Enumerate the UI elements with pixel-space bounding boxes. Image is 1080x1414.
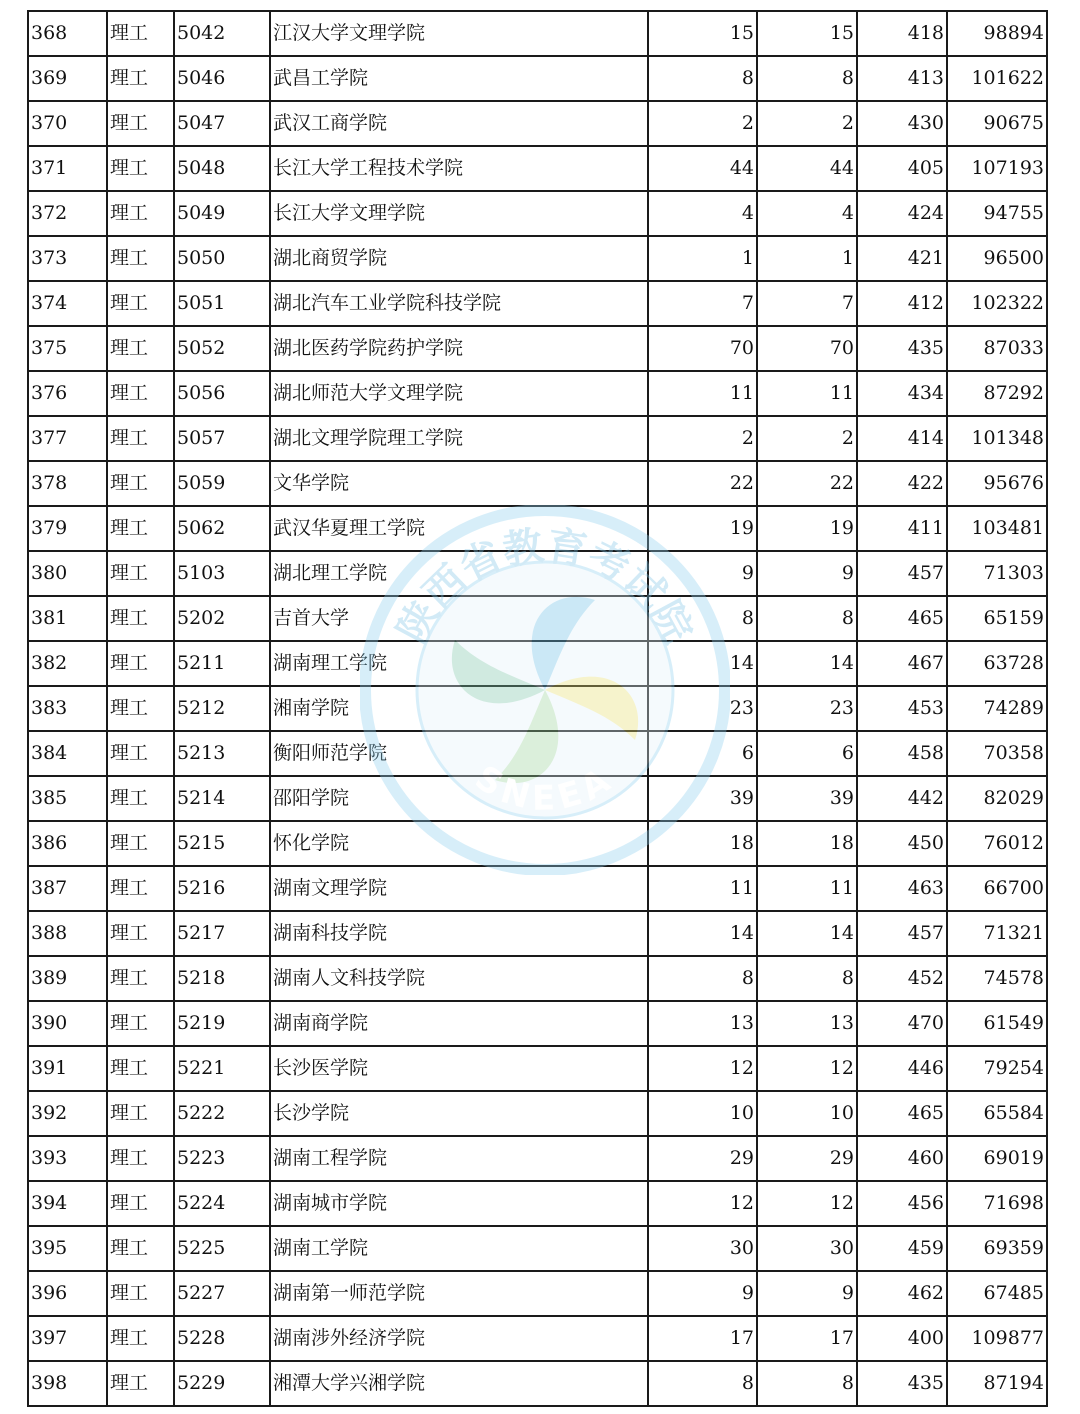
min-score-cell: 435 bbox=[857, 1361, 947, 1406]
code-cell: 5042 bbox=[174, 11, 270, 56]
school-name-cell: 湖南人文科技学院 bbox=[270, 956, 648, 1001]
min-score-cell: 446 bbox=[857, 1046, 947, 1091]
table-row bbox=[28, 191, 1047, 236]
min-rank-cell: 76012 bbox=[947, 821, 1047, 866]
min-score-cell: 462 bbox=[857, 1271, 947, 1316]
min-score-cell: 458 bbox=[857, 731, 947, 776]
table-row bbox=[28, 1361, 1047, 1406]
category-cell: 理工 bbox=[107, 1136, 174, 1181]
seq-cell: 380 bbox=[28, 551, 107, 596]
table-row bbox=[28, 776, 1047, 821]
table-row bbox=[28, 731, 1047, 776]
min-score-cell: 453 bbox=[857, 686, 947, 731]
code-cell: 5062 bbox=[174, 506, 270, 551]
code-cell: 5052 bbox=[174, 326, 270, 371]
category-cell: 理工 bbox=[107, 101, 174, 146]
watermark-title-text: 陕西省教育考试院 bbox=[389, 522, 701, 651]
table-row bbox=[28, 1046, 1047, 1091]
admitted-count-cell: 11 bbox=[757, 371, 857, 416]
table-row bbox=[28, 911, 1047, 956]
school-name-cell: 湘南学院 bbox=[270, 686, 648, 731]
min-score-cell: 450 bbox=[857, 821, 947, 866]
school-name-cell: 长江大学工程技术学院 bbox=[270, 146, 648, 191]
admitted-count-cell: 15 bbox=[757, 11, 857, 56]
category-cell: 理工 bbox=[107, 686, 174, 731]
min-score-cell: 413 bbox=[857, 56, 947, 101]
school-name-cell: 湖北医药学院药护学院 bbox=[270, 326, 648, 371]
school-name-cell: 湖北文理学院理工学院 bbox=[270, 416, 648, 461]
min-score-cell: 418 bbox=[857, 11, 947, 56]
plan-count-cell: 2 bbox=[648, 101, 757, 146]
min-rank-cell: 70358 bbox=[947, 731, 1047, 776]
code-cell: 5048 bbox=[174, 146, 270, 191]
seq-cell: 383 bbox=[28, 686, 107, 731]
category-cell: 理工 bbox=[107, 146, 174, 191]
school-name-cell: 湖南第一师范学院 bbox=[270, 1271, 648, 1316]
category-cell: 理工 bbox=[107, 551, 174, 596]
min-rank-cell: 103481 bbox=[947, 506, 1047, 551]
code-cell: 5202 bbox=[174, 596, 270, 641]
min-score-cell: 414 bbox=[857, 416, 947, 461]
min-score-cell: 434 bbox=[857, 371, 947, 416]
min-score-cell: 467 bbox=[857, 641, 947, 686]
category-cell: 理工 bbox=[107, 56, 174, 101]
seq-cell: 373 bbox=[28, 236, 107, 281]
code-cell: 5212 bbox=[174, 686, 270, 731]
admitted-count-cell: 9 bbox=[757, 1271, 857, 1316]
min-rank-cell: 95676 bbox=[947, 461, 1047, 506]
admitted-count-cell: 19 bbox=[757, 506, 857, 551]
category-cell: 理工 bbox=[107, 236, 174, 281]
table-row bbox=[28, 506, 1047, 551]
min-rank-cell: 82029 bbox=[947, 776, 1047, 821]
seq-cell: 372 bbox=[28, 191, 107, 236]
admitted-count-cell: 11 bbox=[757, 866, 857, 911]
category-cell: 理工 bbox=[107, 506, 174, 551]
table-row bbox=[28, 461, 1047, 506]
school-name-cell: 邵阳学院 bbox=[270, 776, 648, 821]
plan-count-cell: 11 bbox=[648, 866, 757, 911]
seq-cell: 391 bbox=[28, 1046, 107, 1091]
table-row bbox=[28, 11, 1047, 56]
plan-count-cell: 19 bbox=[648, 506, 757, 551]
seq-cell: 375 bbox=[28, 326, 107, 371]
plan-count-cell: 23 bbox=[648, 686, 757, 731]
seq-cell: 398 bbox=[28, 1361, 107, 1406]
code-cell: 5211 bbox=[174, 641, 270, 686]
category-cell: 理工 bbox=[107, 1046, 174, 1091]
code-cell: 5051 bbox=[174, 281, 270, 326]
table-row bbox=[28, 596, 1047, 641]
seq-cell: 389 bbox=[28, 956, 107, 1001]
code-cell: 5222 bbox=[174, 1091, 270, 1136]
seq-cell: 387 bbox=[28, 866, 107, 911]
min-score-cell: 463 bbox=[857, 866, 947, 911]
admitted-count-cell: 9 bbox=[757, 551, 857, 596]
school-name-cell: 湖南科技学院 bbox=[270, 911, 648, 956]
min-rank-cell: 94755 bbox=[947, 191, 1047, 236]
seq-cell: 377 bbox=[28, 416, 107, 461]
plan-count-cell: 44 bbox=[648, 146, 757, 191]
admitted-count-cell: 7 bbox=[757, 281, 857, 326]
code-cell: 5217 bbox=[174, 911, 270, 956]
min-score-cell: 412 bbox=[857, 281, 947, 326]
code-cell: 5228 bbox=[174, 1316, 270, 1361]
min-score-cell: 456 bbox=[857, 1181, 947, 1226]
admitted-count-cell: 22 bbox=[757, 461, 857, 506]
plan-count-cell: 22 bbox=[648, 461, 757, 506]
code-cell: 5218 bbox=[174, 956, 270, 1001]
plan-count-cell: 15 bbox=[648, 11, 757, 56]
seq-cell: 378 bbox=[28, 461, 107, 506]
min-rank-cell: 87194 bbox=[947, 1361, 1047, 1406]
table-row bbox=[28, 371, 1047, 416]
plan-count-cell: 8 bbox=[648, 56, 757, 101]
min-score-cell: 465 bbox=[857, 1091, 947, 1136]
min-score-cell: 457 bbox=[857, 911, 947, 956]
table-row bbox=[28, 821, 1047, 866]
category-cell: 理工 bbox=[107, 731, 174, 776]
min-rank-cell: 98894 bbox=[947, 11, 1047, 56]
min-rank-cell: 67485 bbox=[947, 1271, 1047, 1316]
school-name-cell: 长沙医学院 bbox=[270, 1046, 648, 1091]
admitted-count-cell: 39 bbox=[757, 776, 857, 821]
plan-count-cell: 2 bbox=[648, 416, 757, 461]
min-score-cell: 435 bbox=[857, 326, 947, 371]
category-cell: 理工 bbox=[107, 641, 174, 686]
seq-cell: 397 bbox=[28, 1316, 107, 1361]
table-row bbox=[28, 1001, 1047, 1046]
min-score-cell: 465 bbox=[857, 596, 947, 641]
admitted-count-cell: 14 bbox=[757, 911, 857, 956]
category-cell: 理工 bbox=[107, 596, 174, 641]
admitted-count-cell: 18 bbox=[757, 821, 857, 866]
table-row bbox=[28, 146, 1047, 191]
table-row bbox=[28, 956, 1047, 1001]
min-score-cell: 457 bbox=[857, 551, 947, 596]
category-cell: 理工 bbox=[107, 1271, 174, 1316]
table-row bbox=[28, 1226, 1047, 1271]
admitted-count-cell: 1 bbox=[757, 236, 857, 281]
seq-cell: 395 bbox=[28, 1226, 107, 1271]
plan-count-cell: 1 bbox=[648, 236, 757, 281]
table-row bbox=[28, 236, 1047, 281]
category-cell: 理工 bbox=[107, 1226, 174, 1271]
min-rank-cell: 109877 bbox=[947, 1316, 1047, 1361]
table-row bbox=[28, 326, 1047, 371]
seq-cell: 382 bbox=[28, 641, 107, 686]
min-rank-cell: 71303 bbox=[947, 551, 1047, 596]
category-cell: 理工 bbox=[107, 1181, 174, 1226]
min-rank-cell: 101348 bbox=[947, 416, 1047, 461]
seq-cell: 368 bbox=[28, 11, 107, 56]
school-name-cell: 湖北汽车工业学院科技学院 bbox=[270, 281, 648, 326]
min-rank-cell: 87292 bbox=[947, 371, 1047, 416]
code-cell: 5215 bbox=[174, 821, 270, 866]
seq-cell: 376 bbox=[28, 371, 107, 416]
school-name-cell: 湖南工学院 bbox=[270, 1226, 648, 1271]
category-cell: 理工 bbox=[107, 956, 174, 1001]
plan-count-cell: 12 bbox=[648, 1046, 757, 1091]
admitted-count-cell: 29 bbox=[757, 1136, 857, 1181]
min-rank-cell: 71698 bbox=[947, 1181, 1047, 1226]
table-row bbox=[28, 1136, 1047, 1181]
seq-cell: 374 bbox=[28, 281, 107, 326]
code-cell: 5227 bbox=[174, 1271, 270, 1316]
admitted-count-cell: 70 bbox=[757, 326, 857, 371]
seq-cell: 394 bbox=[28, 1181, 107, 1226]
plan-count-cell: 9 bbox=[648, 551, 757, 596]
min-rank-cell: 87033 bbox=[947, 326, 1047, 371]
admitted-count-cell: 8 bbox=[757, 596, 857, 641]
table-row bbox=[28, 866, 1047, 911]
school-name-cell: 湖南工程学院 bbox=[270, 1136, 648, 1181]
plan-count-cell: 4 bbox=[648, 191, 757, 236]
code-cell: 5049 bbox=[174, 191, 270, 236]
school-name-cell: 湖南涉外经济学院 bbox=[270, 1316, 648, 1361]
category-cell: 理工 bbox=[107, 1091, 174, 1136]
admitted-count-cell: 12 bbox=[757, 1181, 857, 1226]
min-rank-cell: 74578 bbox=[947, 956, 1047, 1001]
table-row bbox=[28, 101, 1047, 146]
code-cell: 5056 bbox=[174, 371, 270, 416]
code-cell: 5219 bbox=[174, 1001, 270, 1046]
plan-count-cell: 7 bbox=[648, 281, 757, 326]
min-rank-cell: 102322 bbox=[947, 281, 1047, 326]
plan-count-cell: 17 bbox=[648, 1316, 757, 1361]
code-cell: 5046 bbox=[174, 56, 270, 101]
plan-count-cell: 30 bbox=[648, 1226, 757, 1271]
code-cell: 5223 bbox=[174, 1136, 270, 1181]
code-cell: 5059 bbox=[174, 461, 270, 506]
code-cell: 5224 bbox=[174, 1181, 270, 1226]
category-cell: 理工 bbox=[107, 191, 174, 236]
school-name-cell: 湖南理工学院 bbox=[270, 641, 648, 686]
plan-count-cell: 39 bbox=[648, 776, 757, 821]
admitted-count-cell: 4 bbox=[757, 191, 857, 236]
code-cell: 5229 bbox=[174, 1361, 270, 1406]
plan-count-cell: 70 bbox=[648, 326, 757, 371]
table-row bbox=[28, 56, 1047, 101]
seq-cell: 385 bbox=[28, 776, 107, 821]
seq-cell: 369 bbox=[28, 56, 107, 101]
category-cell: 理工 bbox=[107, 461, 174, 506]
table-row bbox=[28, 1181, 1047, 1226]
code-cell: 5050 bbox=[174, 236, 270, 281]
admitted-count-cell: 23 bbox=[757, 686, 857, 731]
min-rank-cell: 90675 bbox=[947, 101, 1047, 146]
school-name-cell: 怀化学院 bbox=[270, 821, 648, 866]
school-name-cell: 文华学院 bbox=[270, 461, 648, 506]
admitted-count-cell: 2 bbox=[757, 101, 857, 146]
plan-count-cell: 14 bbox=[648, 641, 757, 686]
category-cell: 理工 bbox=[107, 1316, 174, 1361]
category-cell: 理工 bbox=[107, 866, 174, 911]
min-score-cell: 470 bbox=[857, 1001, 947, 1046]
code-cell: 5225 bbox=[174, 1226, 270, 1271]
school-name-cell: 长沙学院 bbox=[270, 1091, 648, 1136]
table-row bbox=[28, 281, 1047, 326]
seq-cell: 393 bbox=[28, 1136, 107, 1181]
admitted-count-cell: 12 bbox=[757, 1046, 857, 1091]
admitted-count-cell: 17 bbox=[757, 1316, 857, 1361]
plan-count-cell: 18 bbox=[648, 821, 757, 866]
plan-count-cell: 9 bbox=[648, 1271, 757, 1316]
code-cell: 5214 bbox=[174, 776, 270, 821]
category-cell: 理工 bbox=[107, 821, 174, 866]
min-score-cell: 460 bbox=[857, 1136, 947, 1181]
min-score-cell: 442 bbox=[857, 776, 947, 821]
seq-cell: 371 bbox=[28, 146, 107, 191]
seq-cell: 390 bbox=[28, 1001, 107, 1046]
category-cell: 理工 bbox=[107, 416, 174, 461]
code-cell: 5216 bbox=[174, 866, 270, 911]
category-cell: 理工 bbox=[107, 911, 174, 956]
category-cell: 理工 bbox=[107, 326, 174, 371]
school-name-cell: 湖南文理学院 bbox=[270, 866, 648, 911]
table-row bbox=[28, 416, 1047, 461]
admission-table bbox=[27, 10, 1048, 1407]
plan-count-cell: 10 bbox=[648, 1091, 757, 1136]
school-name-cell: 湘潭大学兴湘学院 bbox=[270, 1361, 648, 1406]
min-rank-cell: 66700 bbox=[947, 866, 1047, 911]
table-row bbox=[28, 1316, 1047, 1361]
plan-count-cell: 8 bbox=[648, 956, 757, 1001]
min-rank-cell: 63728 bbox=[947, 641, 1047, 686]
plan-count-cell: 29 bbox=[648, 1136, 757, 1181]
school-name-cell: 湖北商贸学院 bbox=[270, 236, 648, 281]
admitted-count-cell: 8 bbox=[757, 56, 857, 101]
school-name-cell: 衡阳师范学院 bbox=[270, 731, 648, 776]
min-score-cell: 452 bbox=[857, 956, 947, 1001]
plan-count-cell: 8 bbox=[648, 1361, 757, 1406]
min-rank-cell: 69359 bbox=[947, 1226, 1047, 1271]
min-rank-cell: 71321 bbox=[947, 911, 1047, 956]
code-cell: 5057 bbox=[174, 416, 270, 461]
seq-cell: 386 bbox=[28, 821, 107, 866]
code-cell: 5221 bbox=[174, 1046, 270, 1091]
min-score-cell: 400 bbox=[857, 1316, 947, 1361]
min-rank-cell: 79254 bbox=[947, 1046, 1047, 1091]
plan-count-cell: 8 bbox=[648, 596, 757, 641]
school-name-cell: 武汉工商学院 bbox=[270, 101, 648, 146]
min-score-cell: 411 bbox=[857, 506, 947, 551]
school-name-cell: 吉首大学 bbox=[270, 596, 648, 641]
admitted-count-cell: 8 bbox=[757, 1361, 857, 1406]
admitted-count-cell: 8 bbox=[757, 956, 857, 1001]
school-name-cell: 湖北理工学院 bbox=[270, 551, 648, 596]
school-name-cell: 湖南商学院 bbox=[270, 1001, 648, 1046]
school-name-cell: 长江大学文理学院 bbox=[270, 191, 648, 236]
admitted-count-cell: 30 bbox=[757, 1226, 857, 1271]
plan-count-cell: 11 bbox=[648, 371, 757, 416]
seq-cell: 381 bbox=[28, 596, 107, 641]
plan-count-cell: 13 bbox=[648, 1001, 757, 1046]
category-cell: 理工 bbox=[107, 371, 174, 416]
min-score-cell: 422 bbox=[857, 461, 947, 506]
admitted-count-cell: 10 bbox=[757, 1091, 857, 1136]
school-name-cell: 武昌工学院 bbox=[270, 56, 648, 101]
category-cell: 理工 bbox=[107, 11, 174, 56]
watermark-sneea-text: SNEEA bbox=[467, 757, 623, 819]
school-name-cell: 湖南城市学院 bbox=[270, 1181, 648, 1226]
category-cell: 理工 bbox=[107, 1001, 174, 1046]
min-rank-cell: 69019 bbox=[947, 1136, 1047, 1181]
seq-cell: 370 bbox=[28, 101, 107, 146]
category-cell: 理工 bbox=[107, 776, 174, 821]
admitted-count-cell: 2 bbox=[757, 416, 857, 461]
min-score-cell: 421 bbox=[857, 236, 947, 281]
min-score-cell: 430 bbox=[857, 101, 947, 146]
plan-count-cell: 6 bbox=[648, 731, 757, 776]
code-cell: 5047 bbox=[174, 101, 270, 146]
min-rank-cell: 65159 bbox=[947, 596, 1047, 641]
code-cell: 5103 bbox=[174, 551, 270, 596]
admitted-count-cell: 44 bbox=[757, 146, 857, 191]
table-row bbox=[28, 641, 1047, 686]
table-row bbox=[28, 1271, 1047, 1316]
seq-cell: 396 bbox=[28, 1271, 107, 1316]
table-row bbox=[28, 686, 1047, 731]
min-rank-cell: 107193 bbox=[947, 146, 1047, 191]
admitted-count-cell: 13 bbox=[757, 1001, 857, 1046]
school-name-cell: 江汉大学文理学院 bbox=[270, 11, 648, 56]
plan-count-cell: 14 bbox=[648, 911, 757, 956]
min-score-cell: 459 bbox=[857, 1226, 947, 1271]
min-rank-cell: 65584 bbox=[947, 1091, 1047, 1136]
school-name-cell: 武汉华夏理工学院 bbox=[270, 506, 648, 551]
min-rank-cell: 74289 bbox=[947, 686, 1047, 731]
admitted-count-cell: 14 bbox=[757, 641, 857, 686]
admitted-count-cell: 6 bbox=[757, 731, 857, 776]
code-cell: 5213 bbox=[174, 731, 270, 776]
min-rank-cell: 96500 bbox=[947, 236, 1047, 281]
min-score-cell: 405 bbox=[857, 146, 947, 191]
table-row bbox=[28, 551, 1047, 596]
school-name-cell: 湖北师范大学文理学院 bbox=[270, 371, 648, 416]
seq-cell: 384 bbox=[28, 731, 107, 776]
min-score-cell: 424 bbox=[857, 191, 947, 236]
seq-cell: 388 bbox=[28, 911, 107, 956]
seq-cell: 379 bbox=[28, 506, 107, 551]
category-cell: 理工 bbox=[107, 281, 174, 326]
min-rank-cell: 101622 bbox=[947, 56, 1047, 101]
category-cell: 理工 bbox=[107, 1361, 174, 1406]
seq-cell: 392 bbox=[28, 1091, 107, 1136]
plan-count-cell: 12 bbox=[648, 1181, 757, 1226]
table-row bbox=[28, 1091, 1047, 1136]
min-rank-cell: 61549 bbox=[947, 1001, 1047, 1046]
